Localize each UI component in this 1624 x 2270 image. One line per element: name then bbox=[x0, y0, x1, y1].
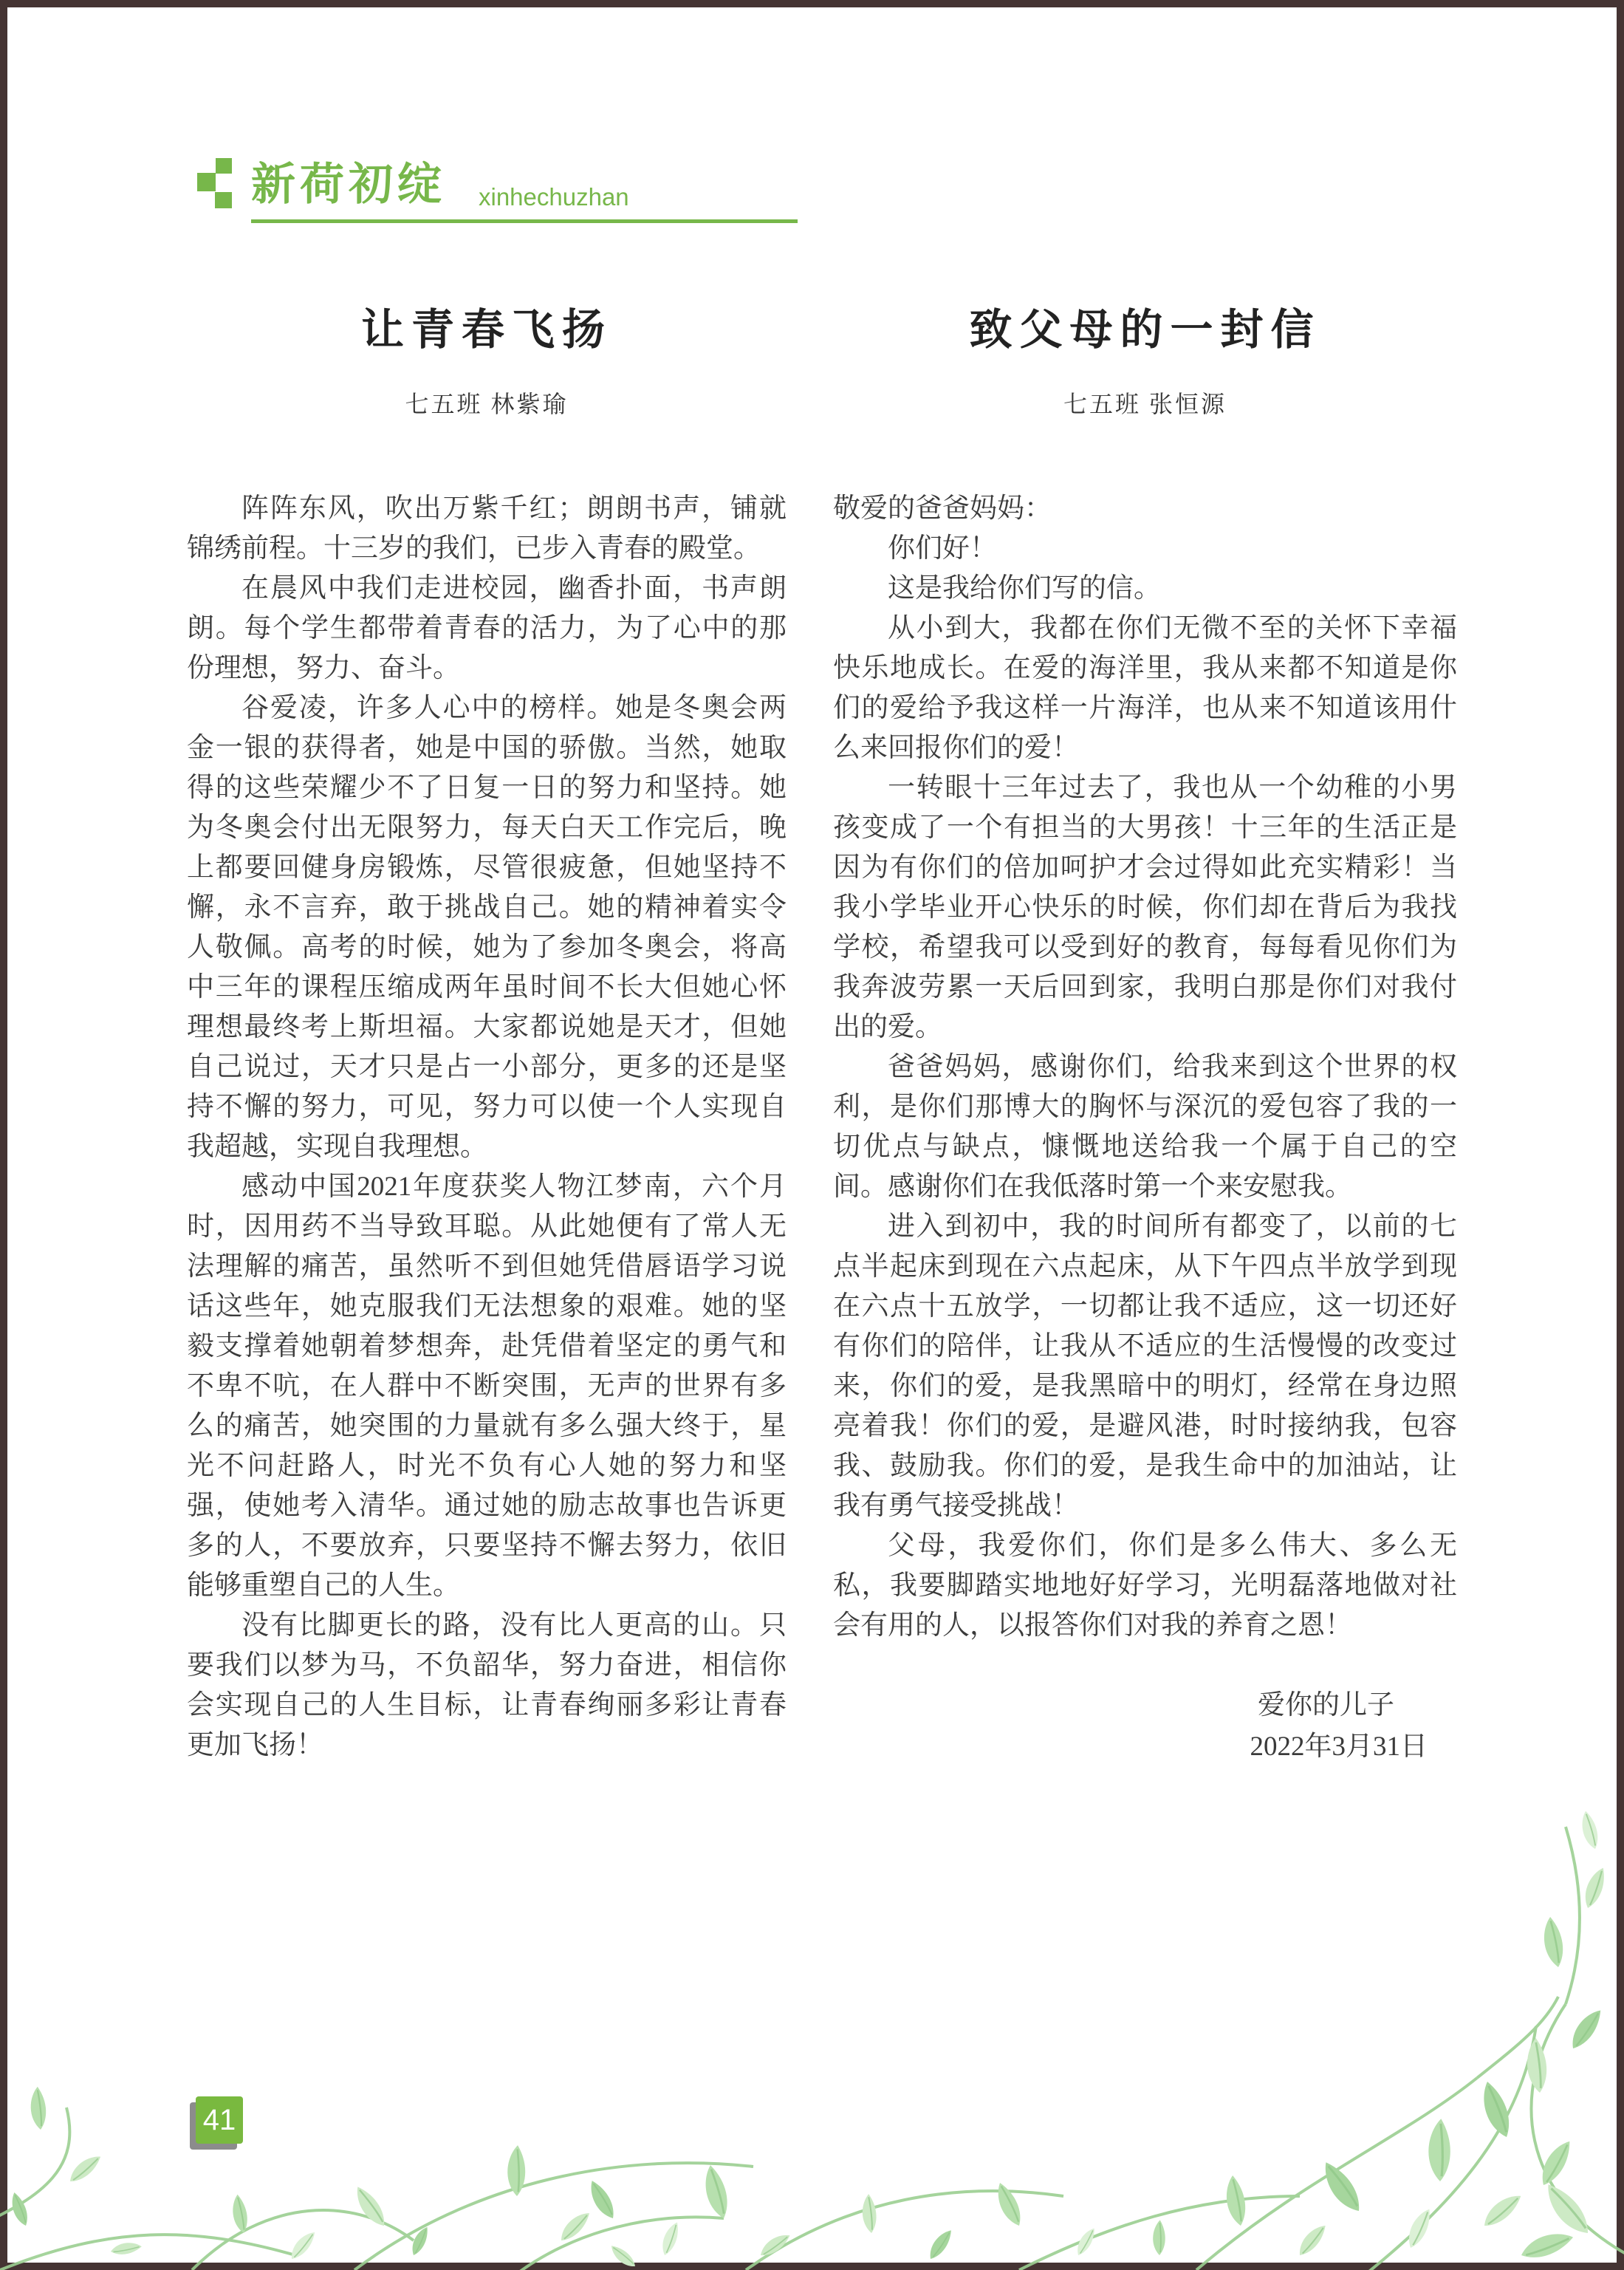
article-body bbox=[833, 489, 1457, 1767]
paragraph: 爸爸妈妈，感谢你们，给我来到这个世界的权利，是你们那博大的胸怀与深沉的爱包容了我的一切优点与缺点，慷慨地送给我一个属于自己的空间。感谢你们在我低落时第一个来安慰我。 bbox=[833, 1052, 1457, 1202]
article-author: 七五班 张恒源 bbox=[1063, 391, 1227, 417]
decorative-leaves bbox=[0, 1782, 1624, 2270]
masthead-underline bbox=[251, 219, 798, 223]
vine-leaves bbox=[5, 1810, 1606, 2269]
logo-squares-icon bbox=[197, 157, 234, 211]
paragraph: 这是我给你们写的信。 bbox=[888, 573, 1161, 604]
paragraph: 进入到初中，我的时间所有都变了，以前的七点半起床到现在六点起床，从下午四点半放学到现在六点十五放学，一切都让我不适应，这一切还好有你们的陪伴，让我从不适应的生活慢慢的改变过来，你们的爱，是我黑暗中的明灯，经常在身边照亮着我！你们的爱，是避风港，时时接纳我，包容我、鼓励我。你们的爱，是我生命中的加油站，让我有勇气接受挑战！ bbox=[833, 1211, 1457, 1521]
vine-stems bbox=[0, 1827, 1624, 2270]
paragraph: 父母，我爱你们，你们是多么伟大、多么无私，我要脚踏实地地好好学习，光明磊落地做对社会有用的人，以报答你们对我的养育之恩！ bbox=[833, 1531, 1457, 1641]
article-title: 让青春飞扬 bbox=[360, 306, 612, 354]
article-author: 七五班 林紫瑜 bbox=[405, 391, 569, 417]
page-number-badge: 41 bbox=[196, 2096, 243, 2144]
paragraph: 一转眼十三年过去了，我也从一个幼稚的小男孩变成了一个有担当的大男孩！十三年的生活正是因为有你们的倍加呵护才会过得如此充实精彩！当我小学毕业开心快乐的时候，你们却在背后为我找学校，希望我可以受到好的教育，每每看见你们为我奔波劳累一天后回到家，我明白那是你们对我付出的爱。 bbox=[833, 773, 1457, 1042]
article-title: 致父母的一封信 bbox=[969, 306, 1321, 354]
article-letter-to-parents bbox=[833, 304, 1457, 1767]
article-youth-essay bbox=[187, 304, 787, 1765]
paragraph: 阵阵东风，吹出万紫千红；朗朗书声，铺就锦绣前程。十三岁的我们，已步入青春的殿堂。 bbox=[187, 493, 787, 564]
letter-date: 2022年3月31日 bbox=[1250, 1731, 1428, 1762]
article-body bbox=[187, 489, 787, 1765]
letter-salutation: 敬爱的爸爸妈妈： bbox=[833, 493, 1052, 524]
masthead-title: 新荷初绽 bbox=[251, 160, 446, 209]
paragraph: 没有比脚更长的路，没有比人更高的山。只要我们以梦为马，不负韶华，努力奋进，相信你会实现自己的人生目标，让青春绚丽多彩让青春更加飞扬！ bbox=[187, 1610, 787, 1760]
paragraph: 谷爱凌，许多人心中的榜样。她是冬奥会两金一银的获得者，她是中国的骄傲。当然，她取得的这些荣耀少不了日复一日的努力和坚持。她为冬奥会付出无限努力，每天白天工作完后，晚上都要回健身房锻炼，尽管很疲惫，但她坚持不懈，永不言弃，敢于挑战自己。她的精神着实令人敬佩。高考的时候，她为了参加冬奥会，将高中三年的课程压缩成两年虽时间不长大但她心怀理想最终考上斯坦福。大家都说她是天才，但她自己说过，天才只是占一小部分，更多的还是坚持不懈的努力，可见，努力可以使一个人实现自我超越，实现自我理想。 bbox=[187, 693, 787, 1162]
paragraph: 在晨风中我们走进校园，幽香扑面，书声朗朗。每个学生都带着青春的活力，为了心中的那份理想，努力、奋斗。 bbox=[187, 573, 787, 683]
paragraph: 感动中国2021年度获奖人物江梦南，六个月时，因用药不当导致耳聪。从此她便有了常人无法理解的痛苦，虽然听不到但她凭借唇语学习说话这些年，她克服我们无法想象的艰难。她的坚毅支撑着她朝着梦想奔，赴凭借着坚定的勇气和不卑不吭，在人群中不断突围，无声的世界有多么的痛苦，她突围的力量就有多么强大终于，星光不问赶路人，时光不负有心人她的努力和坚强，使她考入清华。通过她的励志故事也告诉更多的人，不要放弃，只要坚持不懈去努力，依旧能够重塑自己的人生。 bbox=[187, 1172, 787, 1601]
masthead-pinyin: xinhechuzhan bbox=[479, 183, 629, 211]
letter-signature: 爱你的儿子 bbox=[1258, 1690, 1394, 1720]
paragraph: 从小到大，我都在你们无微不至的关怀下幸福快乐地成长。在爱的海洋里，我从来都不知道是你们的爱给予我这样一片海洋，也从来不知道该用什么来回报你们的爱！ bbox=[833, 613, 1457, 763]
paragraph: 你们好！ bbox=[888, 533, 997, 564]
